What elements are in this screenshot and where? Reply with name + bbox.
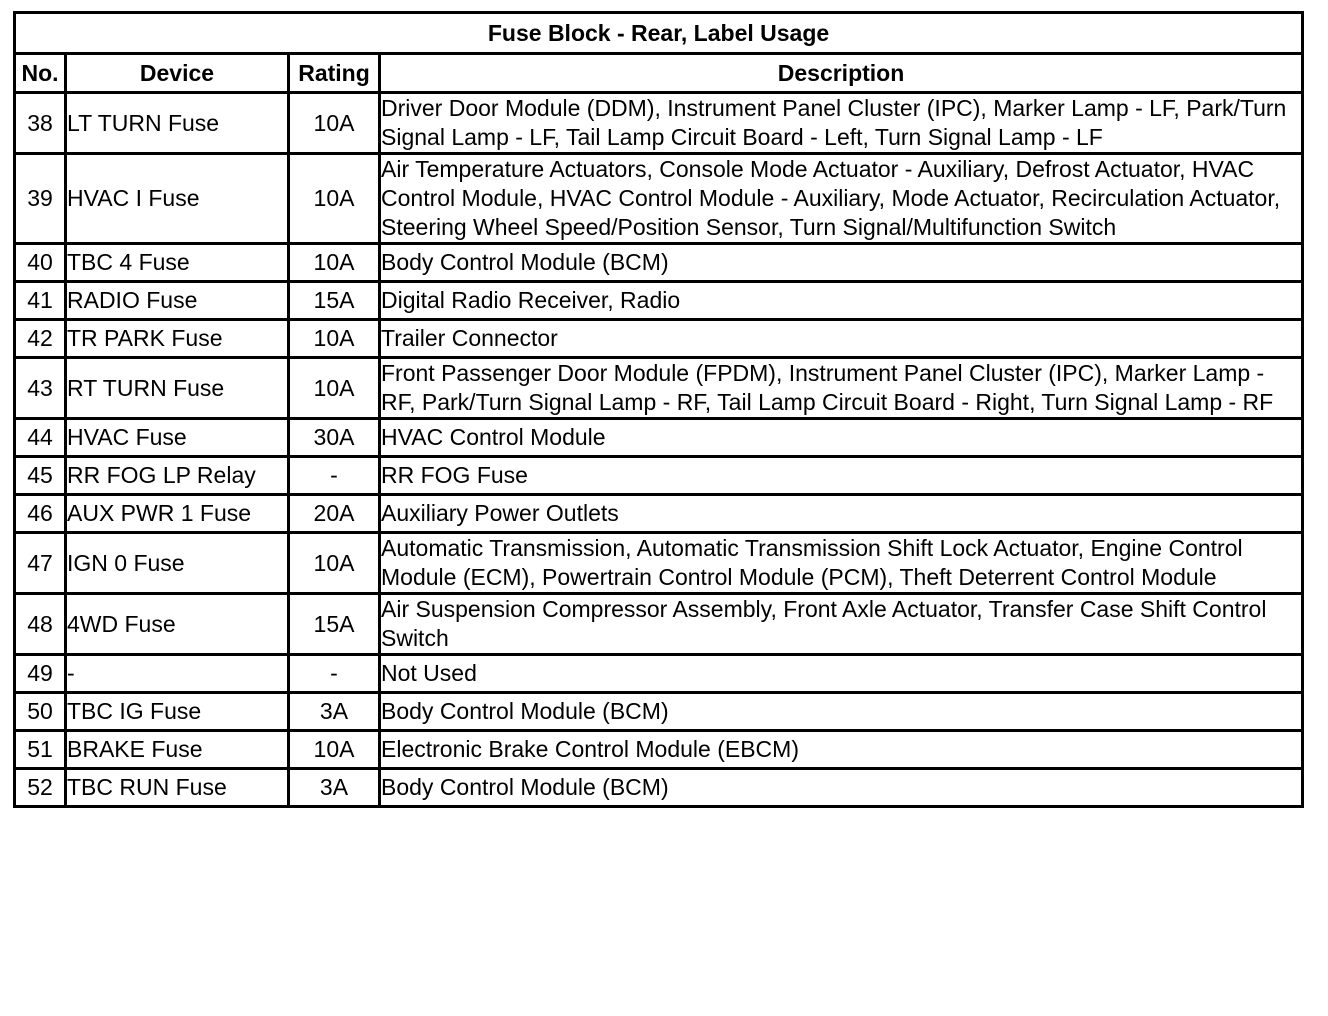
cell-no: 49 — [15, 655, 66, 693]
cell-rating: 10A — [289, 320, 380, 358]
cell-device: TBC IG Fuse — [66, 693, 289, 731]
cell-rating: 15A — [289, 594, 380, 655]
cell-no: 48 — [15, 594, 66, 655]
cell-description: Front Passenger Door Module (FPDM), Instrument Panel Cluster (IPC), Marker Lamp - RF, Park/Turn Signal Lamp - RF, Tail Lamp Circuit Board - Right, Turn Signal Lamp - RF — [380, 358, 1303, 419]
cell-rating: 15A — [289, 282, 380, 320]
cell-rating: 20A — [289, 495, 380, 533]
cell-no: 38 — [15, 93, 66, 154]
cell-no: 41 — [15, 282, 66, 320]
title-row — [15, 13, 1303, 54]
cell-rating: - — [289, 655, 380, 693]
table-body — [15, 93, 1303, 807]
table-row — [15, 358, 1303, 419]
fuse-table-container — [13, 11, 1301, 808]
cell-no: 47 — [15, 533, 66, 594]
cell-description: Air Temperature Actuators, Console Mode Actuator - Auxiliary, Defrost Actuator, HVAC Control Module, HVAC Control Module - Auxiliary, Mode Actuator, Recirculation Actuator, Steering Wheel Speed/Position Sensor, Turn Signal/Multifunction Switch — [380, 154, 1303, 244]
cell-rating: 3A — [289, 693, 380, 731]
cell-description: Electronic Brake Control Module (EBCM) — [380, 731, 1303, 769]
cell-description: Auxiliary Power Outlets — [380, 495, 1303, 533]
cell-no: 39 — [15, 154, 66, 244]
cell-description: Not Used — [380, 655, 1303, 693]
cell-rating: 10A — [289, 244, 380, 282]
cell-rating: 10A — [289, 731, 380, 769]
table-row — [15, 693, 1303, 731]
table-row — [15, 495, 1303, 533]
cell-rating: 10A — [289, 533, 380, 594]
column-header-rating: Rating — [289, 54, 380, 93]
table-row — [15, 457, 1303, 495]
cell-description: Body Control Module (BCM) — [380, 244, 1303, 282]
cell-rating: 10A — [289, 93, 380, 154]
cell-device: AUX PWR 1 Fuse — [66, 495, 289, 533]
table-row — [15, 320, 1303, 358]
table-row — [15, 731, 1303, 769]
table-row — [15, 769, 1303, 807]
table-title: Fuse Block - Rear, Label Usage — [15, 13, 1303, 54]
cell-device: IGN 0 Fuse — [66, 533, 289, 594]
cell-no: 46 — [15, 495, 66, 533]
cell-description: RR FOG Fuse — [380, 457, 1303, 495]
cell-device: TBC RUN Fuse — [66, 769, 289, 807]
cell-description: Automatic Transmission, Automatic Transmission Shift Lock Actuator, Engine Control Module (ECM), Powertrain Control Module (PCM), Theft Deterrent Control Module — [380, 533, 1303, 594]
table-row — [15, 419, 1303, 457]
cell-device: RADIO Fuse — [66, 282, 289, 320]
table-row — [15, 533, 1303, 594]
cell-rating: 3A — [289, 769, 380, 807]
cell-device: BRAKE Fuse — [66, 731, 289, 769]
cell-device: RT TURN Fuse — [66, 358, 289, 419]
cell-no: 40 — [15, 244, 66, 282]
cell-description: Digital Radio Receiver, Radio — [380, 282, 1303, 320]
cell-rating: 10A — [289, 154, 380, 244]
cell-description: Body Control Module (BCM) — [380, 769, 1303, 807]
cell-no: 44 — [15, 419, 66, 457]
cell-device: 4WD Fuse — [66, 594, 289, 655]
cell-description: Trailer Connector — [380, 320, 1303, 358]
table-row — [15, 93, 1303, 154]
cell-description: HVAC Control Module — [380, 419, 1303, 457]
column-header-description: Description — [380, 54, 1303, 93]
cell-rating: 30A — [289, 419, 380, 457]
cell-no: 51 — [15, 731, 66, 769]
cell-description: Air Suspension Compressor Assembly, Front Axle Actuator, Transfer Case Shift Control Switch — [380, 594, 1303, 655]
header-row — [15, 54, 1303, 93]
cell-no: 50 — [15, 693, 66, 731]
cell-no: 52 — [15, 769, 66, 807]
table-row — [15, 655, 1303, 693]
cell-device: HVAC Fuse — [66, 419, 289, 457]
cell-rating: - — [289, 457, 380, 495]
column-header-no: No. — [15, 54, 66, 93]
cell-no: 42 — [15, 320, 66, 358]
cell-no: 43 — [15, 358, 66, 419]
table-row — [15, 282, 1303, 320]
column-header-device: Device — [66, 54, 289, 93]
cell-description: Body Control Module (BCM) — [380, 693, 1303, 731]
cell-no: 45 — [15, 457, 66, 495]
cell-device: HVAC I Fuse — [66, 154, 289, 244]
cell-device: RR FOG LP Relay — [66, 457, 289, 495]
cell-device: LT TURN Fuse — [66, 93, 289, 154]
table-row — [15, 594, 1303, 655]
cell-rating: 10A — [289, 358, 380, 419]
fuse-table — [13, 11, 1304, 808]
cell-device: TBC 4 Fuse — [66, 244, 289, 282]
cell-description: Driver Door Module (DDM), Instrument Panel Cluster (IPC), Marker Lamp - LF, Park/Turn Signal Lamp - LF, Tail Lamp Circuit Board - Left, Turn Signal Lamp - LF — [380, 93, 1303, 154]
cell-device: - — [66, 655, 289, 693]
table-row — [15, 154, 1303, 244]
table-row — [15, 244, 1303, 282]
cell-device: TR PARK Fuse — [66, 320, 289, 358]
